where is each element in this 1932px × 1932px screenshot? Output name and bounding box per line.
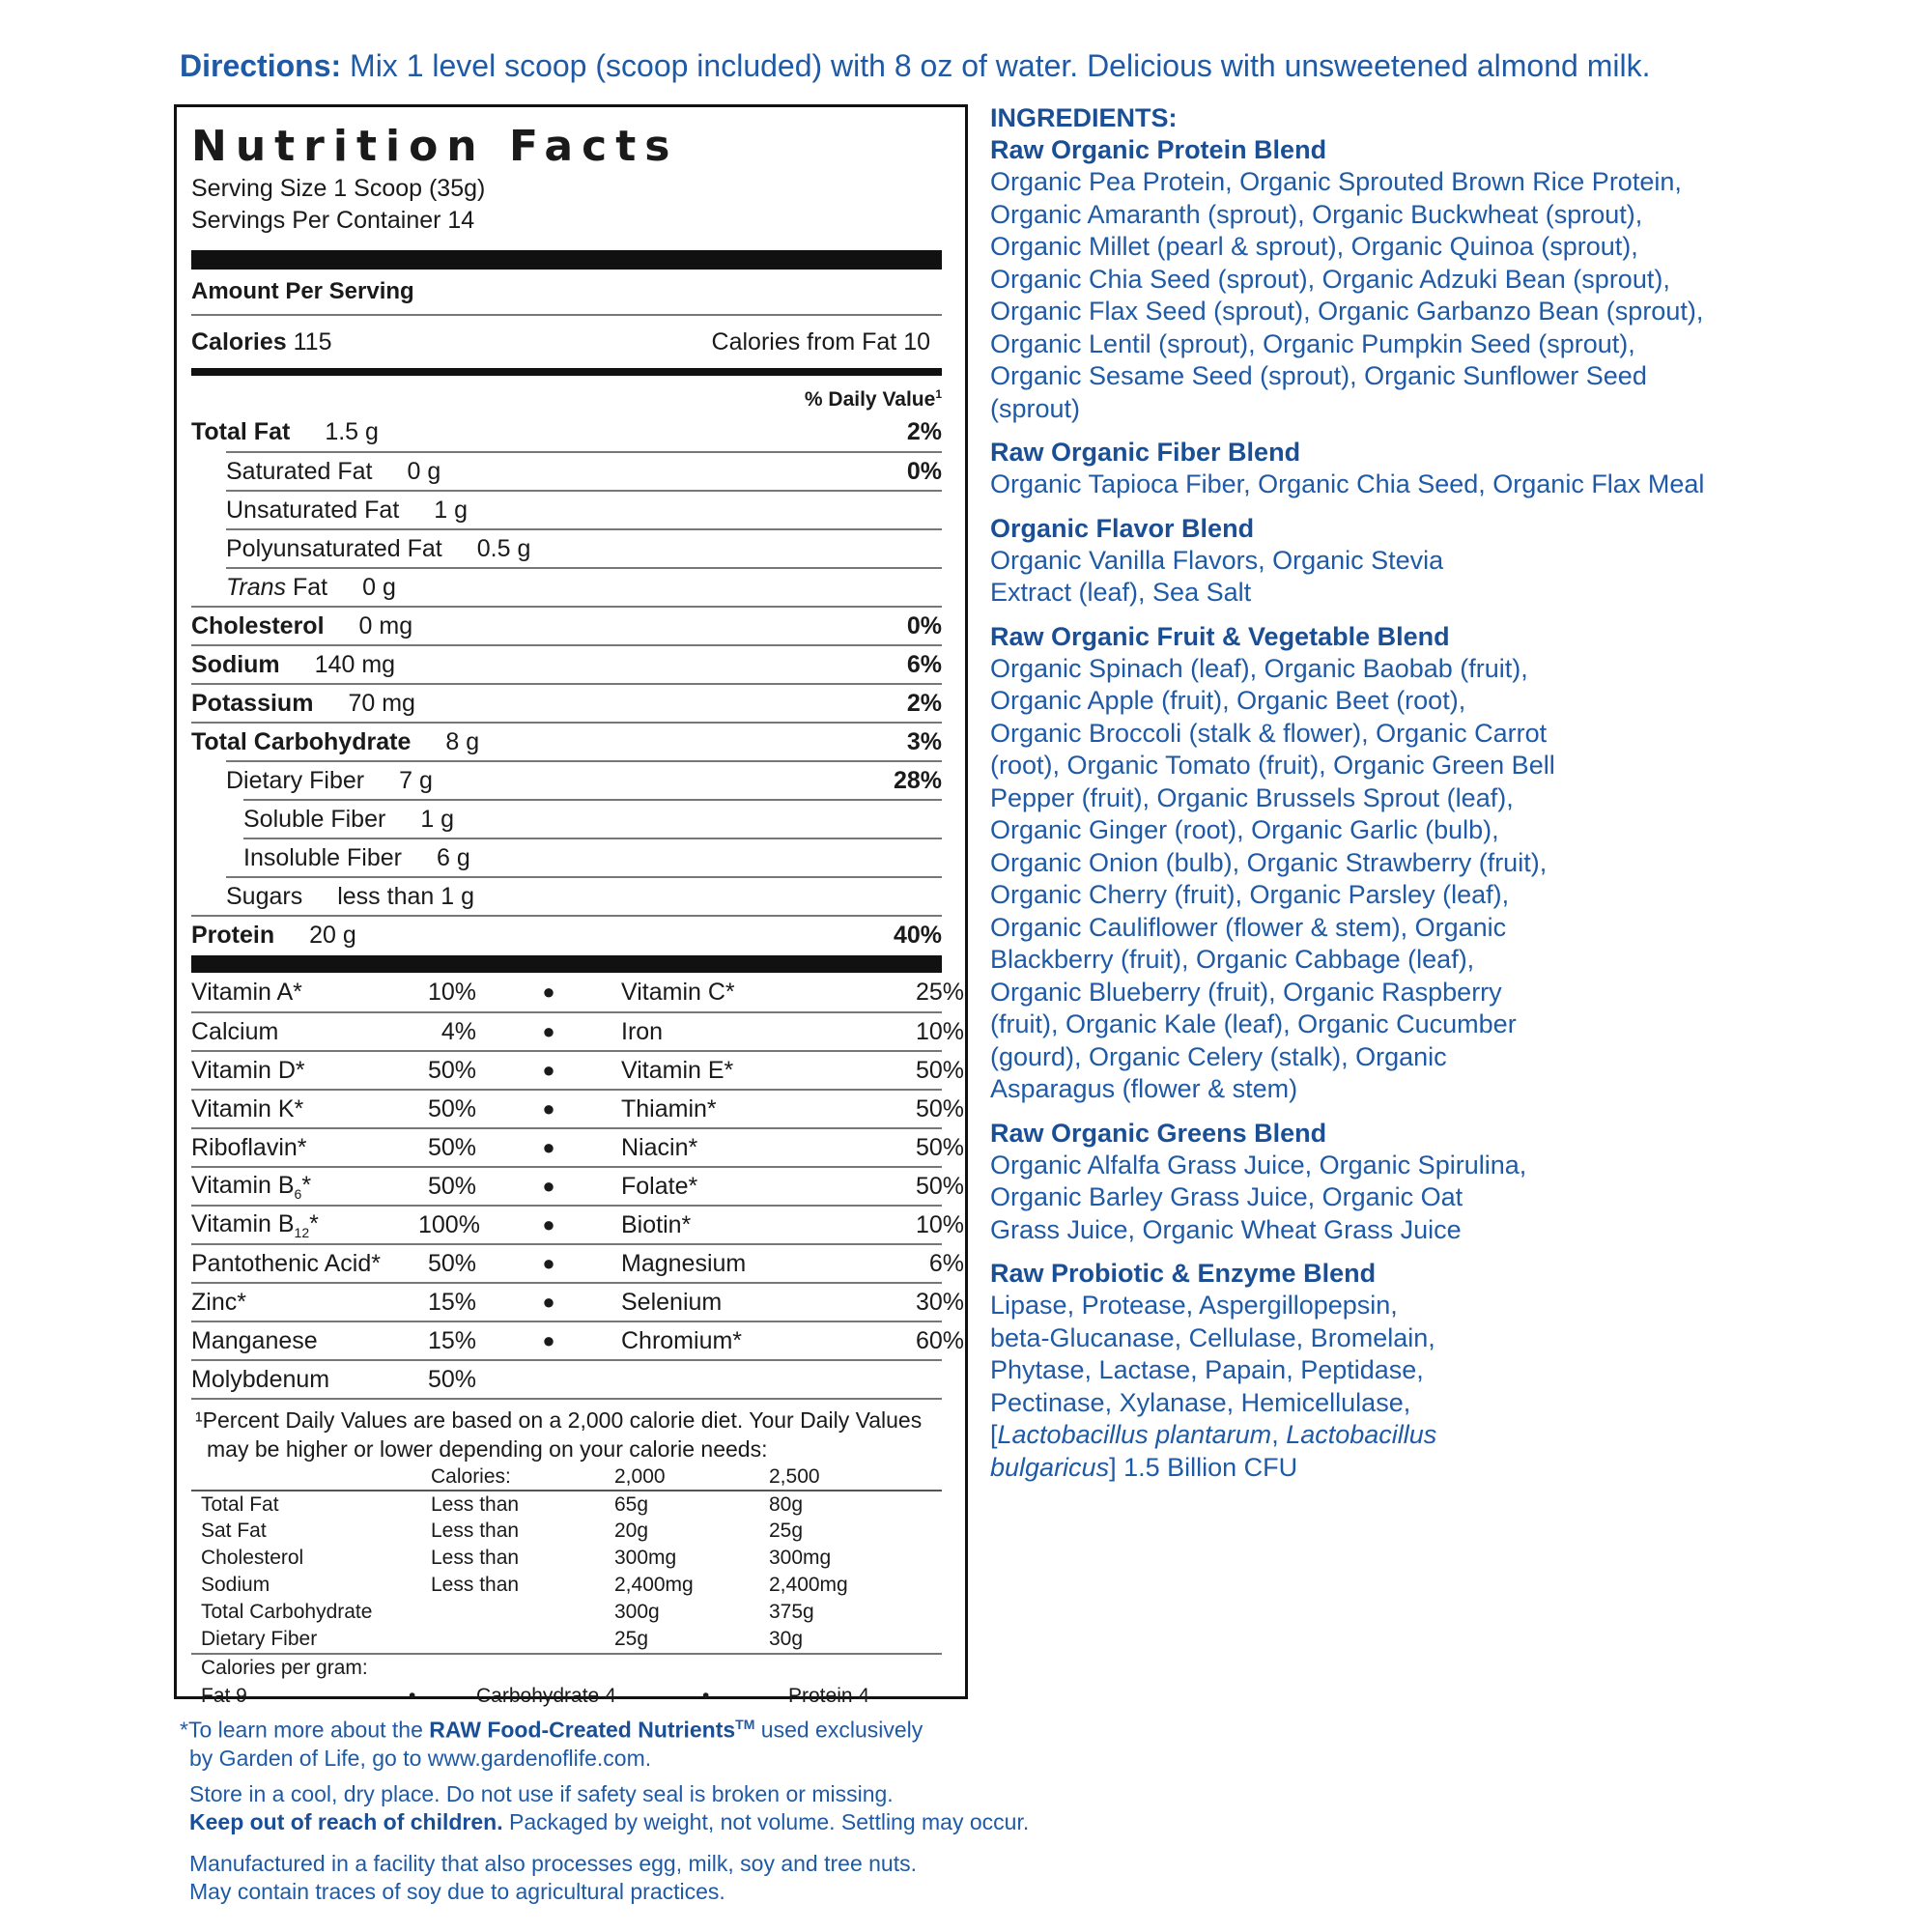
nutrient-name: Sugars	[226, 882, 303, 910]
vitamin-value: 60%	[915, 1326, 964, 1354]
vitamin-value: 10%	[915, 1017, 964, 1045]
dv-table-row	[191, 1572, 942, 1599]
vitamin-name: Chromium*	[621, 1326, 743, 1354]
dv-table-row	[191, 1626, 942, 1653]
strain-plantarum: Lactobacillus plantarum	[997, 1420, 1272, 1449]
ingredient-line: (root), Organic Tomato (fruit), Organic Green Bell	[990, 751, 1555, 780]
blend-ingredients	[990, 469, 1724, 501]
nutrient-row	[226, 490, 942, 528]
vitamin-name-text: Riboflavin*	[191, 1133, 307, 1161]
nutrient-row	[191, 644, 942, 683]
dv-table-cell	[191, 1463, 431, 1491]
dv-table-cell: Calories:	[431, 1463, 614, 1491]
vitamin-value: 50%	[427, 1133, 476, 1161]
nutrient-label-group	[191, 922, 356, 950]
vitamin-name	[191, 1366, 418, 1394]
vitamin-value: 10%	[915, 1210, 964, 1238]
learn-pre: *To learn more about the	[180, 1717, 430, 1743]
nutrient-label-group	[226, 883, 474, 911]
nutrient-label-group	[191, 612, 412, 640]
ingredient-line: beta-Glucanase, Cellulase, Bromelain,	[990, 1322, 1435, 1352]
vitamin-name: Niacin*	[621, 1133, 698, 1161]
blend-ingredients	[990, 545, 1724, 610]
ingredient-line: Extract (leaf), Sea Salt	[990, 578, 1252, 607]
cpg-separator: •	[409, 1685, 416, 1707]
nutrient-name: Potassium	[191, 689, 314, 717]
bullet-icon: ●	[542, 1251, 555, 1275]
vitamin-value: 50%	[427, 1094, 476, 1122]
vitamin-rows	[191, 973, 964, 1398]
nutrient-row	[191, 683, 942, 722]
ingredient-line: (fruit), Organic Kale (leaf), Organic Cucumber	[990, 1009, 1517, 1038]
divider-medium	[191, 368, 942, 376]
vitamin-name	[191, 1250, 418, 1278]
keep-bold: Keep out of reach of children.	[189, 1809, 503, 1834]
probiotic-strains	[990, 1419, 1724, 1484]
vitamin-value: 50%	[915, 1056, 964, 1084]
ingredient-line: Organic Blueberry (fruit), Organic Raspberry	[990, 977, 1502, 1007]
vitamin-value: 50%	[915, 1094, 964, 1122]
vitamin-name: Biotin*	[621, 1210, 692, 1238]
strain-lactobacillus: Lactobacillus	[1286, 1420, 1437, 1449]
daily-value-header	[191, 376, 942, 412]
dv-table-cell	[431, 1599, 614, 1626]
nutrient-amount: 1 g	[420, 805, 455, 833]
nutrient-label-group	[191, 651, 395, 679]
vitamin-name-text: Pantothenic Acid*	[191, 1249, 381, 1277]
vitamin-value: 10%	[427, 978, 476, 1006]
dv-table-cell: Dietary Fiber	[201, 1628, 318, 1650]
daily-value-header-label: % Daily Value	[804, 388, 936, 411]
ingredient-line: Organic Chia Seed (sprout), Organic Adzuki Bean (sprout),	[990, 264, 1670, 294]
ingredient-line: Phytase, Lactase, Papain, Peptidase,	[990, 1355, 1424, 1384]
vitamin-name-text: Manganese	[191, 1326, 318, 1354]
footnote-line-1: ¹Percent Daily Values are based on a 2,000 calorie diet. Your Daily Values	[195, 1407, 923, 1433]
ingredient-line: Grass Juice, Organic Wheat Grass Juice	[990, 1214, 1462, 1244]
vitamin-value: 50%	[915, 1133, 964, 1161]
nutrient-name-rest: Fat	[286, 573, 328, 601]
vitamin-name: Selenium	[621, 1288, 723, 1316]
comma: ,	[1271, 1420, 1287, 1449]
bullet-icon: ●	[542, 1212, 555, 1236]
vitamin-name: Iron	[621, 1017, 664, 1045]
nutrient-label-group	[226, 497, 468, 525]
calories-label: Calories	[191, 327, 287, 355]
ingredient-line: Organic Millet (pearl & sprout), Organic Quinoa (sprout),	[990, 232, 1638, 261]
strain-bulgaricus: bulgaricus	[990, 1452, 1110, 1482]
nutrient-name: Soluble Fiber	[243, 805, 386, 833]
dv-table-row	[191, 1599, 942, 1626]
ingredient-line: (gourd), Organic Celery (stalk), Organic	[990, 1041, 1447, 1071]
blend-ingredients	[990, 1150, 1724, 1247]
vitamin-value: 100%	[418, 1210, 480, 1238]
nutrient-daily-value: 0%	[906, 611, 942, 639]
nutrient-label-group	[191, 418, 379, 446]
nutrient-amount: 0 mg	[358, 611, 413, 639]
vitamin-name: Folate*	[621, 1172, 698, 1200]
nutrient-amount: less than 1 g	[337, 882, 474, 910]
ingredient-line: Organic Barley Grass Juice, Organic Oat	[990, 1182, 1463, 1211]
mfg-line-1: Manufactured in a facility that also processes egg, milk, soy and tree nuts.	[189, 1851, 917, 1876]
learn-bold: RAW Food-Created Nutrients	[429, 1717, 736, 1743]
vitamin-subscript: 12	[294, 1224, 310, 1240]
vitamin-name	[191, 1018, 418, 1046]
nutrient-amount: 8 g	[445, 727, 480, 755]
dv-table-cell: 2,400mg	[614, 1574, 694, 1596]
dv-table-cell: Total Fat	[201, 1492, 279, 1516]
blend-heading: Raw Probiotic & Enzyme Blend	[990, 1259, 1377, 1288]
store-line: Store in a cool, dry place. Do not use if safety seal is broken or missing.	[189, 1781, 894, 1806]
nutrient-amount: 1 g	[434, 496, 469, 524]
nutrient-name: Cholesterol	[191, 611, 325, 639]
dv-table-cell: 25g	[769, 1520, 804, 1542]
calories-row	[191, 316, 942, 368]
nutrition-facts-title: Nutrition Facts	[191, 122, 679, 171]
dv-table-cell: 300mg	[614, 1547, 677, 1569]
vitamin-row	[191, 1243, 964, 1282]
vitamin-name	[191, 1327, 418, 1355]
nutrient-amount: 1.5 g	[325, 417, 379, 445]
blend-heading: Raw Organic Greens Blend	[990, 1118, 1327, 1148]
nutrient-row	[226, 567, 942, 606]
nutrition-facts-panel	[174, 104, 968, 1707]
vitamin-name-text: Zinc*	[191, 1288, 246, 1316]
vitamin-name-text: Molybdenum	[191, 1365, 330, 1393]
vitamin-name	[191, 1134, 418, 1162]
vitamin-name	[191, 1057, 418, 1085]
dv-table-row	[191, 1491, 942, 1518]
dv-table-header	[191, 1463, 942, 1491]
bullet-icon: ●	[542, 1290, 555, 1314]
manufacturing-note	[189, 1850, 1030, 1906]
directions	[180, 48, 1650, 84]
dv-table-cell: Less than	[431, 1574, 520, 1596]
nutrient-daily-value: 0%	[906, 457, 942, 485]
vitamin-name: Magnesium	[621, 1249, 747, 1277]
dv-table-cell: 80g	[769, 1492, 804, 1516]
nutrient-amount: 0 g	[407, 457, 441, 485]
vitamin-name	[191, 1289, 418, 1317]
learn-more-line-2: by Garden of Life, go to www.gardenoflife.com.	[189, 1745, 652, 1771]
learn-post: used exclusively	[754, 1717, 923, 1743]
dv-table-cell: Sodium	[201, 1574, 270, 1596]
dv-table-cell: 25g	[614, 1628, 649, 1650]
daily-values-footnote	[191, 1400, 942, 1463]
ingredient-line: Organic Lentil (sprout), Organic Pumpkin Seed (sprout),	[990, 328, 1635, 358]
blend-heading: Raw Organic Protein Blend	[990, 135, 1327, 164]
ingredient-line: Organic Pea Protein, Organic Sprouted Brown Rice Protein,	[990, 167, 1682, 196]
keep-rest: Packaged by weight, not volume. Settling may occur.	[502, 1809, 1030, 1834]
vitamin-asterisk: *	[301, 1171, 312, 1199]
dv-table-cell: 65g	[614, 1492, 649, 1516]
nutrient-label-group	[226, 458, 440, 486]
dv-table-cell: Less than	[431, 1520, 520, 1542]
trademark: TM	[735, 1717, 755, 1732]
dv-table-cell: 300mg	[769, 1547, 832, 1569]
nutrient-amount: 0.5 g	[476, 534, 531, 562]
nutrient-name: Total Carbohydrate	[191, 727, 412, 755]
vitamin-row	[191, 1321, 964, 1359]
calories-value: 115	[293, 327, 332, 355]
nutrient-row	[243, 799, 942, 838]
servings-per-container: Servings Per Container 14	[191, 207, 475, 234]
vitamin-value: 50%	[427, 1365, 476, 1393]
mfg-line-2: May contain traces of soy due to agricultural practices.	[189, 1879, 725, 1904]
vitamin-asterisk: *	[309, 1209, 319, 1237]
nutrient-name: Unsaturated Fat	[226, 496, 400, 524]
blend-ingredients	[990, 166, 1724, 425]
vitamin-value: 25%	[915, 978, 964, 1006]
nutrient-label-group	[243, 806, 454, 834]
directions-text: Mix 1 level scoop (scoop included) with 8 oz of water. Delicious with unsweetened almond milk.	[341, 48, 1651, 83]
nutrient-name: Dietary Fiber	[226, 766, 365, 794]
ingredient-blends	[990, 134, 1724, 1419]
vitamin-name	[191, 1095, 418, 1123]
dv-table-cell: Sat Fat	[201, 1520, 267, 1542]
probiotic-cfu: ] 1.5 Billion CFU	[1109, 1452, 1298, 1482]
ingredient-line: Organic Cauliflower (flower & stem), Organic	[990, 912, 1507, 942]
nutrient-label-group	[243, 844, 470, 872]
nutrient-name: Trans	[226, 573, 287, 601]
ingredient-line: Organic Flax Seed (sprout), Organic Garbanzo Bean (sprout),	[990, 297, 1704, 326]
nutrient-amount: 6 g	[436, 843, 470, 871]
blend-heading: Raw Organic Fiber Blend	[990, 438, 1301, 467]
dv-table-row	[191, 1518, 942, 1545]
amount-per-serving	[191, 270, 942, 314]
vitamin-name-text: Calcium	[191, 1017, 279, 1045]
nutrient-row	[226, 760, 942, 799]
nutrient-row	[191, 606, 942, 644]
ingredient-line: Pectinase, Xylanase, Hemicellulase,	[990, 1387, 1411, 1417]
nutrient-name: Saturated Fat	[226, 457, 373, 485]
ingredient-line: Organic Amaranth (sprout), Organic Buckwheat (sprout),	[990, 199, 1643, 229]
divider-thick	[191, 955, 942, 973]
nutrient-label-group	[226, 767, 433, 795]
vitamin-value: 50%	[427, 1172, 476, 1200]
ingredients-column	[990, 102, 1724, 1495]
vitamin-name-text: Vitamin D*	[191, 1056, 305, 1084]
vitamin-name-text: Vitamin A*	[191, 978, 302, 1006]
vitamin-name-text: Vitamin K*	[191, 1094, 304, 1122]
vitamin-value: 15%	[427, 1326, 476, 1354]
vitamin-value: 50%	[915, 1172, 964, 1200]
nutrient-row	[226, 451, 942, 490]
nutrient-amount: 70 mg	[348, 689, 415, 717]
nutrient-row	[191, 722, 942, 760]
vitamin-row	[191, 1282, 964, 1321]
learn-more-line-1	[180, 1711, 1020, 1745]
dv-table-cell: Total Carbohydrate	[201, 1601, 373, 1623]
ingredient-line: Organic Cherry (fruit), Organic Parsley (leaf),	[990, 880, 1510, 909]
nutrient-name: Insoluble Fiber	[243, 843, 402, 871]
bullet-icon: ●	[542, 1058, 555, 1082]
nutrient-name: Sodium	[191, 650, 280, 678]
learn-more-note	[180, 1711, 1020, 1773]
dv-table-cell: 375g	[769, 1601, 814, 1623]
daily-value-footnote-mark: 1	[935, 387, 942, 401]
nutrient-name: Polyunsaturated Fat	[226, 534, 442, 562]
nutrient-row	[191, 915, 942, 953]
bullet-icon: ●	[542, 1328, 555, 1352]
vitamin-value: 15%	[427, 1288, 476, 1316]
keep-line	[189, 1808, 1030, 1836]
serving-size: Serving Size 1 Scoop (35g)	[191, 175, 486, 202]
cpg-fat: Fat 9	[201, 1685, 247, 1707]
dv-table-cell	[431, 1626, 614, 1653]
ingredient-line: Blackberry (fruit), Organic Cabbage (leaf),	[990, 945, 1475, 974]
bullet-icon: ●	[542, 1135, 555, 1159]
ingredient-line: Organic Apple (fruit), Organic Beet (root),	[990, 686, 1466, 715]
nutrient-label-group	[226, 535, 530, 563]
calories-per-gram-row	[191, 1682, 942, 1711]
nutrient-amount: 7 g	[399, 766, 433, 794]
nutrient-name: Total Fat	[191, 417, 291, 445]
vitamin-name	[191, 979, 418, 1007]
cpg-protein: Protein 4	[788, 1685, 870, 1707]
nutrient-row	[226, 876, 942, 915]
nutrient-daily-value: 2%	[906, 417, 942, 445]
nutrient-label-group	[191, 728, 479, 756]
vitamin-row	[191, 1166, 964, 1205]
calories-label-group	[191, 328, 331, 356]
dv-table-cell: 20g	[614, 1520, 649, 1542]
blend-ingredients	[990, 1290, 1724, 1419]
dv-table-cell: 2,500	[769, 1463, 942, 1491]
vitamin-name: Vitamin C*	[621, 978, 735, 1006]
vitamin-row	[191, 1359, 942, 1398]
vitamin-value: 4%	[440, 1017, 476, 1045]
ingredient-line: Organic Tapioca Fiber, Organic Chia Seed, Organic Flax Meal	[990, 469, 1705, 498]
vitamin-value: 50%	[427, 1056, 476, 1084]
nutrient-amount: 0 g	[362, 573, 396, 601]
blend-heading: Organic Flavor Blend	[990, 513, 1255, 543]
vitamin-row	[191, 1127, 964, 1166]
calories-per-gram-label: Calories per gram:	[201, 1657, 368, 1679]
nutrient-name: Protein	[191, 921, 275, 949]
nutrient-label-group	[226, 574, 396, 602]
cpg-carbohydrate: Carbohydrate 4	[476, 1685, 616, 1707]
vitamin-name-text: Vitamin B	[191, 1171, 295, 1199]
ingredients-title: INGREDIENTS:	[990, 103, 1178, 132]
nutrient-daily-value: 28%	[893, 766, 942, 794]
nutrient-daily-value: 2%	[906, 689, 942, 717]
dv-table-cell: 30g	[769, 1628, 804, 1650]
bullet-icon: ●	[542, 1096, 555, 1121]
divider-thick	[191, 250, 942, 270]
nutrient-label-group	[191, 690, 415, 718]
vitamin-value: 6%	[928, 1249, 964, 1277]
nutrient-rows	[191, 412, 942, 953]
bracket: [	[990, 1420, 998, 1449]
bullet-icon: ●	[542, 1019, 555, 1043]
dv-table-cell: 2,000	[614, 1463, 769, 1491]
ingredient-line: Lipase, Protease, Aspergillopepsin,	[990, 1291, 1398, 1320]
dv-table-cell: 2,400mg	[769, 1574, 848, 1596]
vitamin-name: Vitamin E*	[621, 1056, 734, 1084]
nutrient-row	[191, 412, 942, 451]
amount-per-serving-label: Amount Per Serving	[191, 278, 414, 304]
dv-table-row	[191, 1545, 942, 1572]
bullet-icon: ●	[542, 980, 555, 1004]
blend-heading: Raw Organic Fruit & Vegetable Blend	[990, 621, 1450, 651]
storage-note	[189, 1780, 1030, 1836]
ingredient-line: Organic Spinach (leaf), Organic Baobab (fruit),	[990, 653, 1528, 683]
bullet-icon: ●	[542, 1174, 555, 1198]
vitamin-subscript: 6	[294, 1185, 302, 1202]
nutrient-daily-value: 6%	[906, 650, 942, 678]
nutrient-daily-value: 3%	[906, 727, 942, 755]
dv-table-cell: Less than	[431, 1547, 520, 1569]
vitamin-row	[191, 1050, 964, 1089]
nutrient-amount: 140 mg	[314, 650, 396, 678]
nutrient-amount: 20 g	[309, 921, 356, 949]
dv-table-cell: Less than	[431, 1492, 520, 1516]
daily-values-table	[191, 1463, 942, 1653]
cpg-separator: •	[702, 1685, 710, 1707]
ingredient-line: Organic Onion (bulb), Organic Strawberry (fruit),	[990, 847, 1548, 877]
vitamin-row	[191, 1089, 964, 1127]
nutrient-daily-value: 40%	[893, 921, 942, 949]
ingredient-line: Organic Broccoli (stalk & flower), Organic Carrot	[990, 718, 1548, 748]
vitamin-value: 50%	[427, 1249, 476, 1277]
vitamin-name	[191, 1172, 418, 1202]
vitamin-value: 30%	[915, 1288, 964, 1316]
ingredient-line: Asparagus (flower & stem)	[990, 1074, 1298, 1103]
vitamin-name-text: Vitamin B	[191, 1209, 295, 1237]
vitamin-name: Thiamin*	[621, 1094, 717, 1122]
ingredient-line: Pepper (fruit), Organic Brussels Sprout (leaf),	[990, 782, 1514, 812]
directions-label: Directions:	[180, 48, 342, 83]
vitamin-row	[191, 973, 964, 1011]
ingredient-line: Organic Vanilla Flavors, Organic Stevia	[990, 545, 1444, 575]
vitamin-name	[191, 1210, 418, 1240]
ingredient-line: Organic Sesame Seed (sprout), Organic Sunflower Seed (sprout)	[990, 361, 1647, 423]
ingredient-line: Organic Ginger (root), Organic Garlic (bulb),	[990, 815, 1499, 844]
dv-table-cell: Cholesterol	[201, 1547, 304, 1569]
dv-table-cell: 300g	[614, 1601, 660, 1623]
vitamin-row	[191, 1011, 964, 1050]
blend-ingredients	[990, 653, 1724, 1106]
calories-from-fat: Calories from Fat 10	[711, 327, 930, 355]
nutrient-row	[243, 838, 942, 876]
ingredient-line: Organic Alfalfa Grass Juice, Organic Spirulina,	[990, 1150, 1527, 1179]
vitamin-row	[191, 1205, 964, 1243]
nutrient-row	[226, 528, 942, 567]
footnote-line-2: may be higher or lower depending on your calorie needs:	[207, 1436, 768, 1462]
